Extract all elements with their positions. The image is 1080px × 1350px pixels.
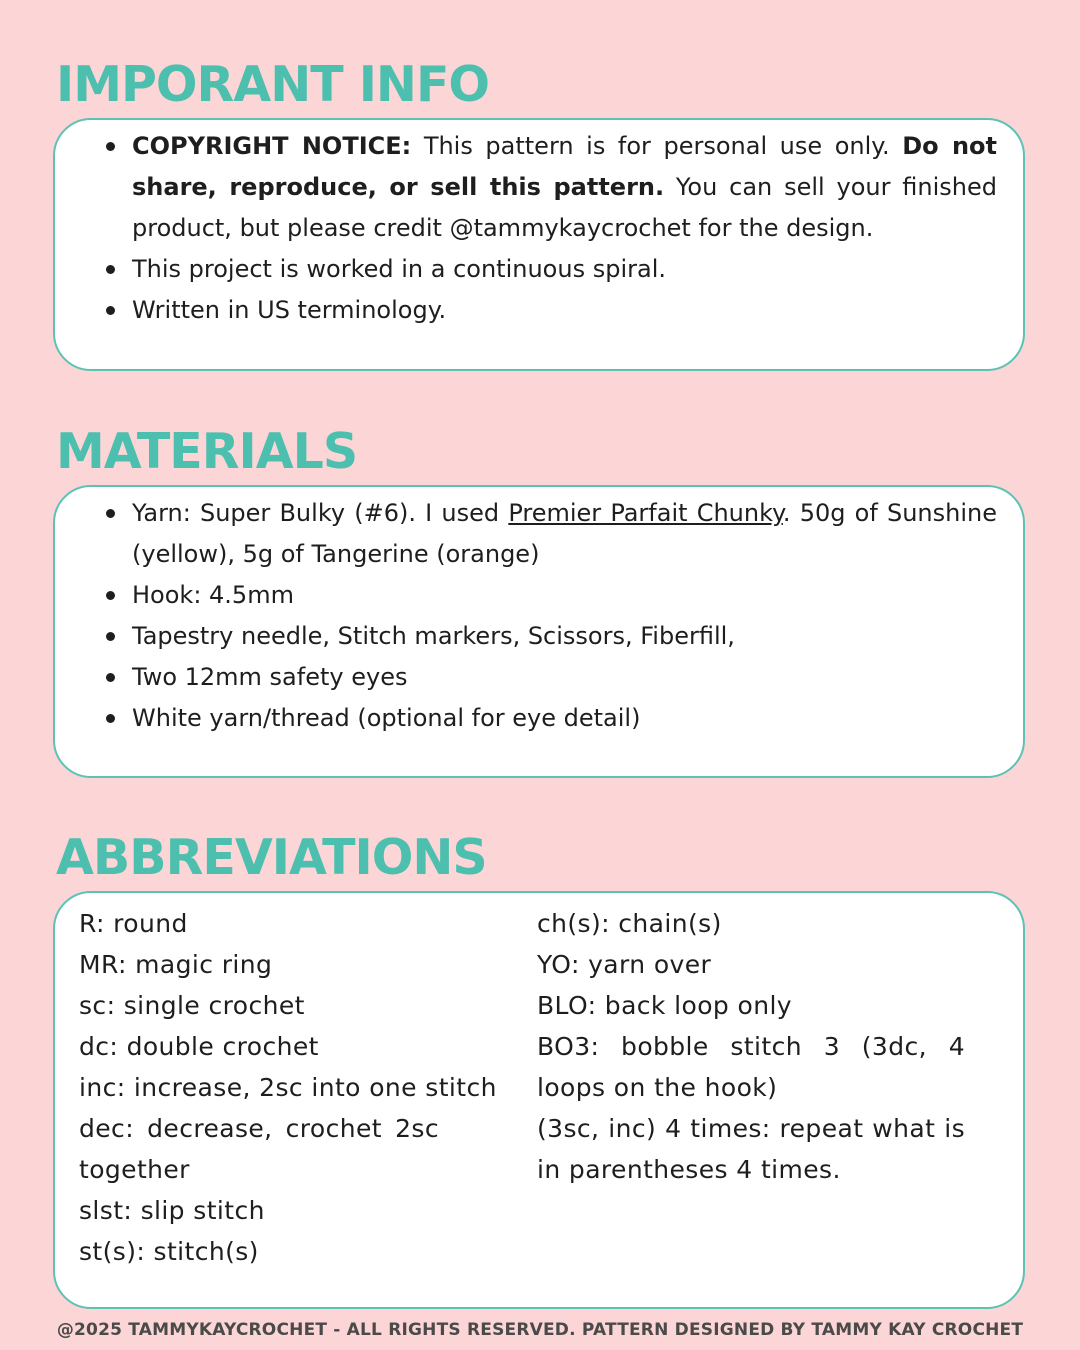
safety-eyes-text: Two 12mm safety eyes (132, 663, 408, 691)
copyright-footer: @2025 TAMMYKAYCROCHET - ALL RIGHTS RESERVED. PATTERN DESIGNED BY TAMMY KAY CROCHET (56, 1320, 1024, 1340)
spiral-note-item (53, 249, 1025, 290)
abbr-repeat: (3sc, inc) 4 times: repeat what is in parentheses 4 times. (537, 1114, 965, 1184)
bullet-dot (106, 673, 115, 682)
hook-text: Hook: 4.5mm (132, 581, 294, 609)
yarn-item (53, 493, 1025, 575)
abbreviations-card (53, 891, 1025, 1309)
abbr-single-crochet: sc: single crochet (79, 991, 305, 1020)
copyright-text-1: This pattern is for personal use only. (411, 132, 903, 160)
bullet-dot (106, 509, 115, 518)
white-yarn-item (53, 698, 1025, 739)
bullet-dot (106, 591, 115, 600)
copyright-bold-text: Do not share, reproduce, or sell this pattern. (132, 132, 997, 201)
abbreviations-right-column (537, 903, 965, 1190)
yarn-link[interactable]: Premier Parfait Chunky (508, 499, 783, 527)
abbr-stitch: st(s): stitch(s) (79, 1237, 259, 1266)
materials-title: MATERIALS (56, 423, 358, 480)
hook-item (53, 575, 1025, 616)
abbr-slip-stitch: slst: slip stitch (79, 1196, 265, 1225)
terminology-note-text: Written in US terminology. (132, 296, 447, 324)
copyright-text-2: You can sell your finished product, but please credit @tammykaycrochet for the design. (132, 173, 998, 242)
important-info-title: IMPORANT INFO (56, 56, 490, 113)
abbr-increase: inc: increase, 2sc into one stitch (79, 1073, 497, 1102)
abbreviations-left-column (79, 903, 519, 1272)
terminology-note-item (53, 290, 1025, 331)
abbr-yarn-over: YO: yarn over (537, 950, 712, 979)
abbr-bobble-stitch: BO3: bobble stitch 3 (3dc, 4 loops on the hook) (537, 1032, 965, 1102)
abbr-back-loop-only: BLO: back loop only (537, 991, 792, 1020)
white-yarn-text: White yarn/thread (optional for eye detail) (132, 704, 641, 732)
notions-text: Tapestry needle, Stitch markers, Scissors, Fiberfill, (132, 622, 735, 650)
yarn-suffix: . 50g of Sunshine (yellow), 5g of Tangerine (orange) (132, 499, 998, 568)
abbr-chain: ch(s): chain(s) (537, 909, 722, 938)
bullet-dot (106, 306, 115, 315)
safety-eyes-item (53, 657, 1025, 698)
spiral-note-text: This project is worked in a continuous spiral. (132, 255, 666, 283)
notions-item (53, 616, 1025, 657)
bullet-dot (106, 632, 115, 641)
abbr-double-crochet: dc: double crochet (79, 1032, 319, 1061)
important-info-content (53, 126, 1025, 331)
copyright-notice-item (53, 126, 1025, 249)
materials-list (53, 493, 1025, 739)
abbr-decrease: dec: decrease, crochet 2sc together (79, 1114, 439, 1184)
yarn-prefix: Yarn: Super Bulky (#6). I used (132, 499, 509, 527)
abbr-round: R: round (79, 909, 188, 938)
materials-content (53, 493, 1025, 739)
bullet-dot (106, 714, 115, 723)
bullet-dot (106, 142, 115, 151)
important-info-bullets (53, 126, 1025, 331)
abbreviations-title: ABBREVIATIONS (56, 829, 487, 886)
copyright-label: COPYRIGHT NOTICE: (132, 132, 412, 160)
bullet-dot (106, 265, 115, 274)
abbr-magic-ring: MR: magic ring (79, 950, 273, 979)
